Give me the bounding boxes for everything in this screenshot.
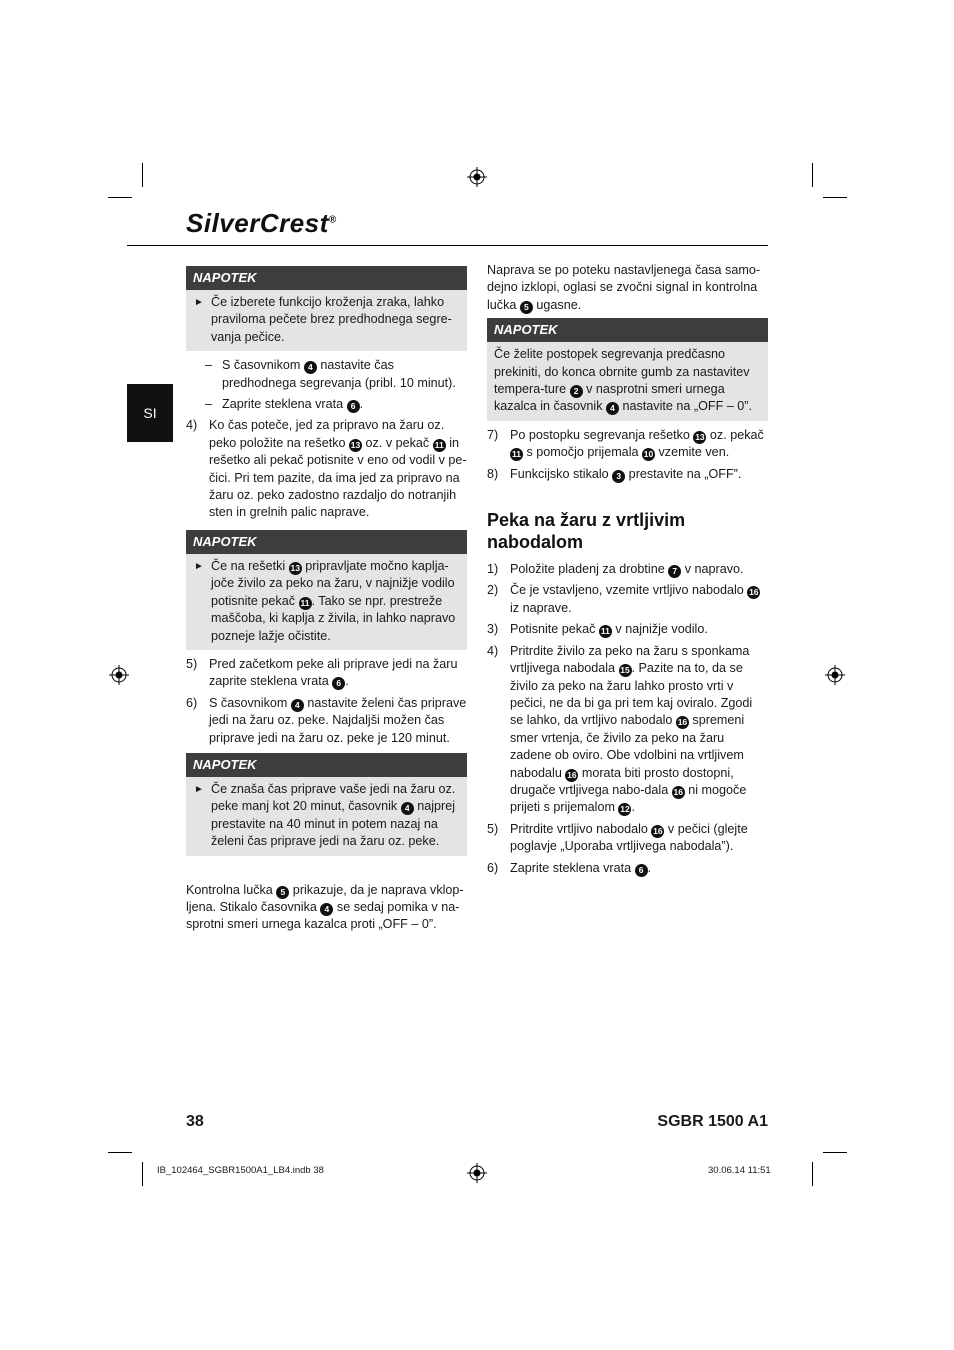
pointer-arrow-icon: ► <box>194 297 204 308</box>
reference-number: 16 <box>673 786 683 797</box>
reference-number: 4 <box>320 903 333 916</box>
text-run: najprej prestavite na 40 minut in potem nazaj na želeni čas priprave jedi na žaru oz. peke. <box>211 799 456 849</box>
step-text <box>209 695 467 747</box>
dash-item <box>186 396 467 413</box>
reference-number: 16 <box>567 769 577 780</box>
text-run: Pred začetkom peke ali priprave jedi na žaru zaprite steklena vrata <box>209 656 458 689</box>
reference-number: 5 <box>520 301 533 314</box>
reference-number: 10 <box>643 449 654 460</box>
text-run: Če je vstavljeno, vzemite vrtljivo nabodalo <box>510 583 748 598</box>
note-text <box>494 346 760 416</box>
text-run: Če znaša čas priprave vaše jedi na žaru oz. peke manj kot 20 minut, časovnik <box>211 781 456 814</box>
note-title: NAPOTEK <box>487 318 768 342</box>
text-run: in rešetko ali pekač potisnite v eno od vodil v pe-čici. Pri tem pazite, da ima jed za pripravo na žaru oz. peko zadostno razdaljo do notranjih sten in grelnih palic naprave. <box>209 435 467 520</box>
reference-number: 12 <box>620 804 630 815</box>
step-number: 5) <box>487 821 499 836</box>
text-run: Zaprite steklena vrata <box>510 860 635 875</box>
print-file-name: IB_102464_SGBR1500A1_LB4.indb 38 <box>157 1165 324 1176</box>
reference-number: 11 <box>600 626 610 637</box>
step-number: 3) <box>487 622 499 637</box>
step-item <box>487 561 768 578</box>
reference-number: 7 <box>668 565 681 578</box>
dash-symbol: – <box>205 358 213 373</box>
text-run: . <box>359 397 364 412</box>
crop-mark <box>108 197 132 198</box>
model-number: SGBR 1500 A1 <box>657 1113 768 1130</box>
step-text <box>510 561 768 578</box>
step-number: 1) <box>487 562 499 577</box>
reference-number: 6 <box>332 677 345 690</box>
text-run: Pritrdite vrtljivo nabodalo <box>510 821 652 836</box>
registration-mark-icon <box>109 665 129 685</box>
note-body <box>186 554 467 650</box>
note-text: Če izberete funkcijo kroženja zraka, lahko praviloma pečete brez predhodnega segre-vanja pečice. <box>211 295 452 344</box>
step-item <box>186 695 467 747</box>
text-run: Potisnite pekač <box>510 622 599 637</box>
crop-mark <box>108 1152 132 1153</box>
text-run: spremeni smer vrtenja, če živilo za peko na žaru zadene ob oviro. Obe vdolbini na vrtljivem nabodalu <box>510 713 745 780</box>
step-item <box>487 466 768 483</box>
step-item <box>487 821 768 856</box>
text-run: v pečici (glejte poglavje „Uporaba vrtljivega nabodala”). <box>510 821 748 854</box>
step-number: 2) <box>487 583 499 598</box>
registration-mark-icon <box>467 167 487 187</box>
note-box <box>487 318 768 421</box>
dash-symbol: – <box>205 397 213 412</box>
step-text <box>209 417 467 521</box>
note-body <box>487 342 768 421</box>
text-run: Ko čas poteče, jed za pripravo na žaru oz. peko položite na rešetko <box>209 418 445 450</box>
text-run: vzemite ven. <box>655 445 730 460</box>
step-text <box>510 643 768 817</box>
note-box <box>186 266 467 351</box>
step-number: 8) <box>487 466 499 481</box>
step-text <box>510 860 768 877</box>
dash-text <box>222 357 467 392</box>
note-title: NAPOTEK <box>186 266 467 290</box>
left-column <box>186 266 467 934</box>
reference-number: 4 <box>304 361 317 374</box>
text-run: oz. pekač <box>706 427 764 442</box>
reference-number: 6 <box>635 864 648 877</box>
text-run: Naprava se po poteku nastavljenega časa samo-dejno izklopi, oglasi se zvočni signal in kontrolna lučka <box>487 263 761 312</box>
text-run: pripravljate močno kaplja-joče živilo za peko na žaru, v najnižje vodilo potisnite pekač <box>211 558 455 608</box>
reference-number: 2 <box>570 385 583 398</box>
text-run: . Tako se npr. prestreže maščoba, ki kaplja z živila, in lahko napravo pozneje lažje očistite. <box>211 593 456 643</box>
reference-number: 16 <box>653 825 663 836</box>
reference-number: 11 <box>300 597 310 608</box>
reference-number: 6 <box>347 400 360 413</box>
step-item <box>487 860 768 877</box>
closing-paragraph <box>186 882 467 934</box>
reference-number: 15 <box>620 665 630 676</box>
reference-number: 3 <box>612 470 625 483</box>
text-run: Če želite postopek segrevanja predčasno prekiniti, do konca obrnite gumb za nastavitev tempera-ture <box>494 347 750 397</box>
step-item <box>487 621 768 638</box>
reference-number: 13 <box>290 562 300 573</box>
text-run: Položite pladenj za drobtine <box>510 562 669 577</box>
text-run: Po postopku segrevanja rešetko <box>510 427 694 442</box>
language-tab <box>127 384 173 442</box>
note-box <box>186 753 467 856</box>
text-run: nastavite želeni čas priprave jedi na žaru oz. peke. Najdaljši možen čas priprave jedi na žaru oz. peke je 120 minut. <box>209 695 467 745</box>
header-rule <box>127 245 768 246</box>
reference-number: 4 <box>606 402 619 415</box>
step-number: 6) <box>487 860 499 875</box>
text-run: nastavite na „OFF – 0”. <box>619 399 752 414</box>
brand-logo <box>186 208 337 239</box>
note-box <box>186 530 467 650</box>
text-run: Pritrdite živilo za peko na žaru s sponkama vrtljivega nabodala <box>510 643 750 676</box>
reference-number: 13 <box>695 431 705 442</box>
registration-mark-icon <box>825 665 845 685</box>
text-run: prestavite na „OFF”. <box>625 466 742 481</box>
reference-number: 16 <box>749 587 759 598</box>
text-run: v najnižje vodilo. <box>611 622 708 637</box>
crop-mark <box>812 1162 813 1186</box>
text-run: . Pazite na to, da se živilo za peko na žaru lahko prosto vrti v pečici, ne da bi ga pri tem kaj oviralo. Zgodi se lahko, da vrtljivo nabodalo <box>510 661 753 728</box>
step-text <box>510 821 768 856</box>
text-run: . <box>345 674 349 689</box>
right-column <box>487 262 768 881</box>
note-title: NAPOTEK <box>186 753 467 777</box>
reference-number: 5 <box>276 886 289 899</box>
step-number: 4) <box>487 643 499 658</box>
text-run: se sedaj pomika v na-sprotni smeri urnega kazalca proti „OFF – 0”. <box>186 899 460 932</box>
step-number: 4) <box>186 418 198 433</box>
step-text <box>510 621 768 638</box>
note-text <box>211 781 459 851</box>
note-title: NAPOTEK <box>186 530 467 554</box>
text-run: s pomočjo prijemala <box>523 445 642 460</box>
step-number: 5) <box>186 656 198 671</box>
text-run: oz. v pekač <box>362 435 433 450</box>
note-text <box>211 558 459 645</box>
section-title: Peka na žaru z vrtljivim nabodalom <box>487 510 686 553</box>
reference-number: 13 <box>350 439 361 450</box>
text-run: Če na rešetki <box>211 558 289 573</box>
step-number: 6) <box>186 695 198 710</box>
print-date: 30.06.14 11:51 <box>708 1165 771 1176</box>
registration-mark-icon <box>467 1163 487 1183</box>
registered-mark: ® <box>328 214 337 226</box>
reference-number: 16 <box>677 717 688 728</box>
text-run: ni mogoče prijeti s prijemalom <box>510 782 747 815</box>
text-run: prikazuje, da je naprava vklop-ljena. Stikalo časovnika <box>186 882 464 914</box>
language-tab-label: SI <box>143 405 157 421</box>
text-run: ugasne. <box>532 297 582 312</box>
reference-number: 11 <box>434 439 444 450</box>
reference-number: 4 <box>401 802 414 815</box>
step-list <box>487 561 768 877</box>
text-run: morata biti prosto dostopni, drugače vrtljivega nabo-dala <box>510 765 734 797</box>
text-run: Zaprite steklena vrata <box>222 397 347 412</box>
step-item <box>487 427 768 462</box>
step-text <box>510 466 768 483</box>
step-number: 7) <box>487 427 499 442</box>
text-run: . <box>631 800 635 815</box>
crop-mark <box>142 163 143 187</box>
brand-logo-text: SilverCrest <box>186 208 329 238</box>
crop-mark <box>812 163 813 187</box>
note-body <box>186 777 467 856</box>
pointer-arrow-icon: ► <box>194 560 204 572</box>
reference-number: 11 <box>512 449 521 460</box>
crop-mark <box>142 1162 143 1186</box>
dash-item <box>186 357 467 392</box>
pointer-arrow-icon: ► <box>194 783 204 795</box>
step-item <box>186 656 467 691</box>
note-body <box>186 290 467 351</box>
step-item <box>487 643 768 817</box>
step-text <box>510 582 768 617</box>
text-run: v nasprotni smeri urnega kazalca in časovnik <box>494 382 725 414</box>
page-number: 38 <box>186 1113 204 1130</box>
text-run: iz naprave. <box>510 600 572 615</box>
text-run: v napravo. <box>681 562 744 577</box>
crop-mark <box>823 197 847 198</box>
text-run: Funkcijsko stikalo <box>510 466 613 481</box>
step-item <box>186 417 467 521</box>
text-run: . <box>647 860 652 875</box>
text-run: Kontrolna lučka <box>186 882 277 897</box>
reference-number: 4 <box>291 699 304 712</box>
crop-mark <box>823 1152 847 1153</box>
text-run: nastavite čas predhodnega segrevanja (pribl. 10 minut). <box>222 358 456 390</box>
step-text <box>510 427 768 462</box>
dash-text <box>222 396 467 413</box>
text-run: S časovnikom <box>209 695 291 710</box>
step-text <box>209 656 467 691</box>
step-item <box>487 582 768 617</box>
intro-paragraph <box>487 262 768 314</box>
text-run: S časovnikom <box>222 358 304 373</box>
